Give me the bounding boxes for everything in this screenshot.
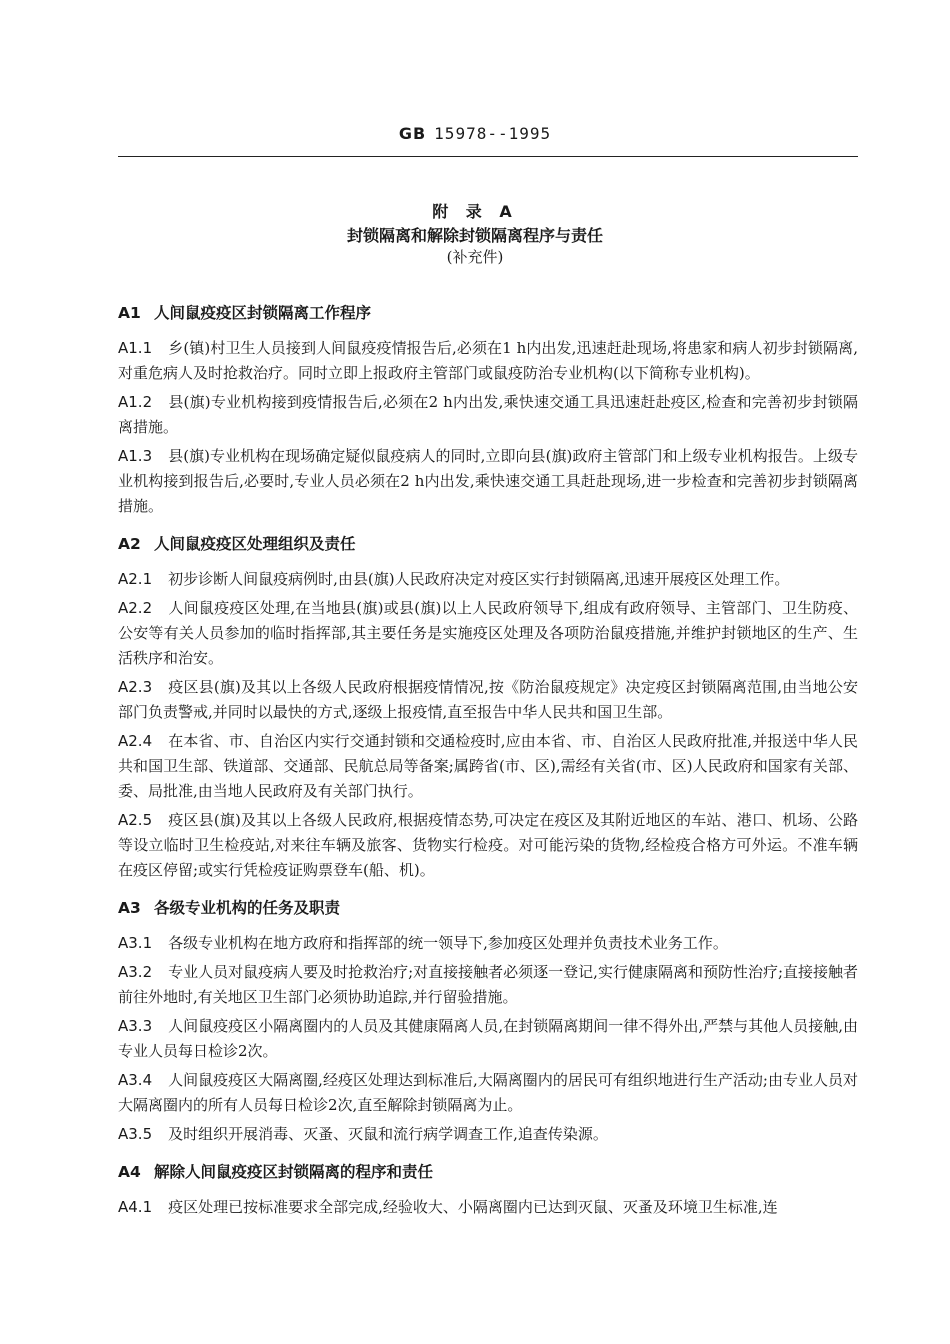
- clause-text: 在本省、市、自治区内实行交通封锁和交通检疫时,应由本省、市、自治区人民政府批准,并报送中华人民共和国卫生部、铁道部、交通部、民航总局等备案;属跨省(市、区),需经有关省(市、区)人民政府和国家有关部、委、局批准,由当地人民政府及有关部门执行。: [118, 732, 858, 800]
- section-heading-a1: [118, 302, 858, 324]
- standard-prefix: GB: [398, 124, 427, 143]
- clause-number: A3.2: [118, 963, 153, 981]
- appendix-subtitle: 封锁隔离和解除封锁隔离程序与责任: [346, 226, 603, 245]
- standard-code: 15978--1995: [434, 124, 552, 143]
- clause-text: 专业人员对鼠疫病人要及时抢救治疗;对直接接触者必须逐一登记,实行健康隔离和预防性治疗;直接接触者前往外地时,有关地区卫生部门必须协助追踪,并行留验措施。: [118, 963, 859, 1006]
- section-title: 人间鼠疫疫区处理组织及责任: [154, 535, 356, 553]
- clause-number: A2.1: [118, 570, 153, 588]
- clause-number: A2.3: [118, 678, 153, 696]
- appendix-title: 附 录 A: [432, 202, 518, 221]
- clause-text: 人间鼠疫疫区大隔离圈,经疫区处理达到标准后,大隔离圈内的居民可有组织地进行生产活动;由专业人员对大隔离圈内的所有人员每日检诊2次,直至解除封锁隔离为止。: [118, 1071, 858, 1114]
- clause-a2-5: [118, 808, 858, 883]
- clause-number: A3.4: [118, 1071, 153, 1089]
- appendix-note: (补充件): [446, 248, 504, 266]
- clause-text: 及时组织开展消毒、灭蚤、灭鼠和流行病学调查工作,追查传染源。: [168, 1125, 608, 1143]
- clause-a3-1: [118, 931, 858, 956]
- section-title: 解除人间鼠疫疫区封锁隔离的程序和责任: [154, 1163, 434, 1181]
- section-number: A1: [118, 304, 141, 322]
- clause-a3-2: [118, 960, 858, 1010]
- clause-text: 各级专业机构在地方政府和指挥部的统一领导下,参加疫区处理并负责技术业务工作。: [168, 934, 728, 952]
- clause-number: A1.2: [118, 393, 153, 411]
- clause-text: 人间鼠疫疫区小隔离圈内的人员及其健康隔离人员,在封锁隔离期间一律不得外出,严禁与其他人员接触,由专业人员每日检诊2次。: [118, 1017, 858, 1060]
- clause-number: A1.3: [118, 447, 153, 465]
- section-title: 人间鼠疫疫区封锁隔离工作程序: [154, 304, 372, 322]
- clause-text: 疫区县(旗)及其以上各级人民政府,根据疫情态势,可决定在疫区及其附近地区的车站、港口、机场、公路等设立临时卫生检疫站,对来往车辆及旅客、货物实行检疫。对可能污染的货物,经检疫合格方可外运。不准车辆在疫区停留;或实行凭检疫证购票登车(船、机)。: [118, 811, 858, 879]
- clause-a1-3: [118, 444, 858, 519]
- clause-number: A3.5: [118, 1125, 153, 1143]
- section-number: A2: [118, 535, 141, 553]
- clause-text: 乡(镇)村卫生人员接到人间鼠疫疫情报告后,必须在1 h内出发,迅速赶赴现场,将患家和病人初步封锁隔离,对重危病人及时抢救治疗。同时立即上报政府主管部门或鼠疫防治专业机构(以下简称专业机构)。: [118, 339, 858, 382]
- clause-a2-2: [118, 596, 858, 671]
- clause-text: 县(旗)专业机构接到疫情报告后,必须在2 h内出发,乘快速交通工具迅速赶赴疫区,检查和完善初步封锁隔离措施。: [118, 393, 858, 436]
- clause-a3-3: [118, 1014, 858, 1064]
- clause-a3-5: [118, 1122, 858, 1147]
- clause-number: A3.3: [118, 1017, 153, 1035]
- section-heading-a2: [118, 533, 858, 555]
- clause-text: 初步诊断人间鼠疫病例时,由县(旗)人民政府决定对疫区实行封锁隔离,迅速开展疫区处理工作。: [168, 570, 790, 588]
- clause-a2-1: [118, 567, 858, 592]
- section-heading-a4: [118, 1161, 858, 1183]
- clause-text: 疫区县(旗)及其以上各级人民政府根据疫情情况,按《防治鼠疫规定》决定疫区封锁隔离范围,由当地公安部门负责警戒,并同时以最快的方式,逐级上报疫情,直至报告中华人民共和国卫生部。: [118, 678, 858, 721]
- clause-number: A2.2: [118, 599, 153, 617]
- clause-text: 人间鼠疫疫区处理,在当地县(旗)或县(旗)以上人民政府领导下,组成有政府领导、主管部门、卫生防疫、公安等有关人员参加的临时指挥部,其主要任务是实施疫区处理及各项防治鼠疫措施,并维护封锁地区的生产、生活秩序和治安。: [118, 599, 858, 667]
- section-heading-a3: [118, 897, 858, 919]
- clause-text: 疫区处理已按标准要求全部完成,经验收大、小隔离圈内已达到灭鼠、灭蚤及环境卫生标准,连: [168, 1198, 778, 1216]
- clause-a3-4: [118, 1068, 858, 1118]
- clause-text: 县(旗)专业机构在现场确定疑似鼠疫病人的同时,立即向县(旗)政府主管部门和上级专业机构报告。上级专业机构接到报告后,必要时,专业人员必须在2 h内出发,乘快速交通工具赶赴现场,进一步检查和完善初步封锁隔离措施。: [118, 447, 858, 515]
- clause-number: A4.1: [118, 1198, 153, 1216]
- section-number: A4: [118, 1163, 141, 1181]
- clause-a4-1: [118, 1195, 858, 1220]
- clause-number: A3.1: [118, 934, 153, 952]
- clause-number: A2.4: [118, 732, 153, 750]
- clause-a1-1: [118, 336, 858, 386]
- standard-header: [0, 124, 950, 143]
- document-body: [118, 302, 858, 1224]
- clause-a2-4: [118, 729, 858, 804]
- clause-number: A1.1: [118, 339, 153, 357]
- clause-number: A2.5: [118, 811, 153, 829]
- clause-a2-3: [118, 675, 858, 725]
- section-title: 各级专业机构的任务及职责: [154, 899, 341, 917]
- clause-a1-2: [118, 390, 858, 440]
- header-rule: [118, 156, 858, 157]
- section-number: A3: [118, 899, 141, 917]
